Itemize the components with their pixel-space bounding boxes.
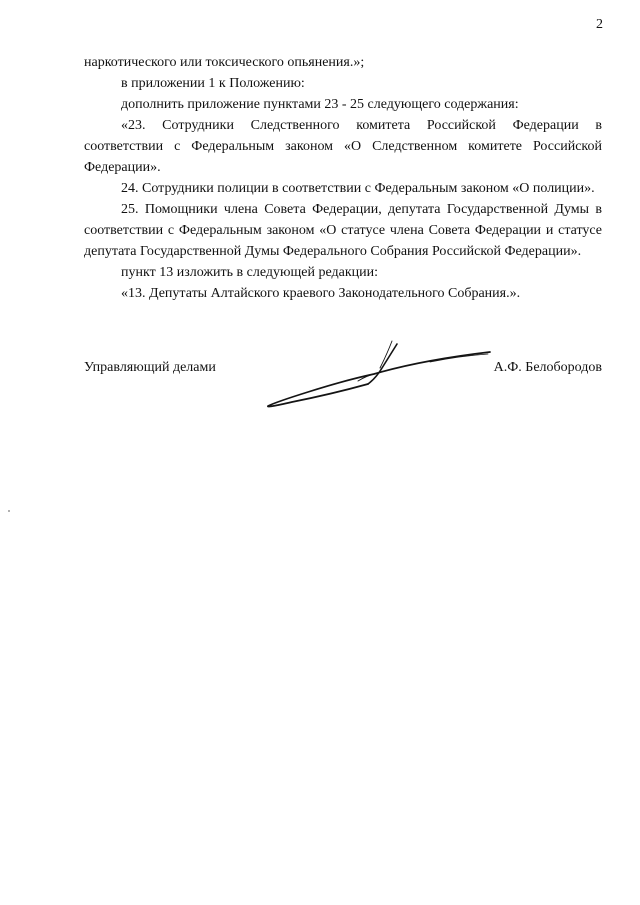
paragraph-item-24: 24. Сотрудники полиции в соответствии с Федеральным законом «О полиции». bbox=[121, 181, 595, 196]
page-number: 2 bbox=[596, 17, 603, 32]
signer-role: Управляющий делами bbox=[84, 360, 216, 375]
paragraph-item-23: «23. Сотрудники Следственного комитета Российской Федерации в соответствии с Федеральным законом «О Следственном комитете Российской Федерации». bbox=[84, 118, 602, 175]
handwritten-signature-icon bbox=[262, 338, 492, 418]
paragraph-add-items: дополнить приложение пунктами 23 - 25 следующего содержания: bbox=[121, 97, 519, 112]
paragraph-item-13: «13. Депутаты Алтайского краевого Законодательного Собрания.». bbox=[121, 286, 521, 301]
paragraph-item-25: 25. Помощники члена Совета Федерации, депутата Государственной Думы в соответствии с Федеральным законом «О статусе члена Совета Федерации и статусе депутата Государственной Думы Федерального Собрания Российской Федерации». bbox=[84, 202, 602, 259]
paragraph-continuation: наркотического или токсического опьянения.»; bbox=[84, 55, 365, 70]
paragraph-item-13-intro: пункт 13 изложить в следующей редакции: bbox=[121, 265, 378, 280]
margin-mark bbox=[8, 510, 10, 512]
document-body bbox=[84, 52, 602, 304]
signer-name: А.Ф. Белобородов bbox=[493, 360, 602, 375]
paragraph-appendix-intro: в приложении 1 к Положению: bbox=[121, 76, 305, 91]
